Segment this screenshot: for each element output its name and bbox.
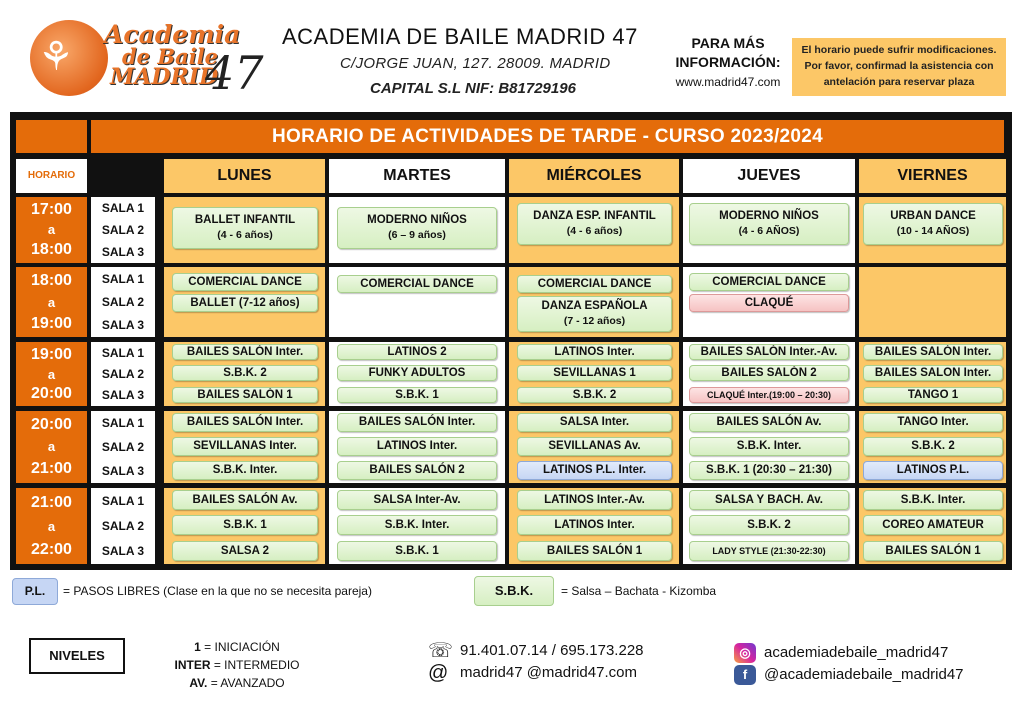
time-start: 17:00 (31, 200, 72, 218)
class-name: BALLET (7-12 años) (190, 296, 300, 309)
room-label: SALA 1 (101, 345, 145, 360)
time-start: 19:00 (31, 345, 72, 363)
dancers-icon: ⚘ (38, 34, 74, 80)
academy-logo (30, 16, 264, 100)
social-block (734, 642, 964, 686)
class-name: S.B.K. 1 (20:30 – 21:30) (706, 464, 832, 476)
class-pill-martes (337, 207, 497, 249)
class-name: S.B.K. Inter. (736, 440, 802, 452)
instagram-handle[interactable]: academiadebaile_madrid47 (764, 644, 949, 661)
level-item: INTER = INTERMEDIO (174, 658, 300, 672)
room-labels (91, 197, 155, 263)
class-name: S.B.K. 2 (572, 388, 617, 401)
room-labels (91, 488, 155, 564)
class-pill-miercoles (517, 413, 672, 432)
schedule-banner: HORARIO DE ACTIVIDADES DE TARDE - CURSO 2023/2024 (91, 120, 1004, 153)
logo-line-1: Academia (104, 20, 241, 49)
time-slot-row (16, 197, 1006, 263)
class-pill-miercoles (517, 461, 672, 480)
class-name: LATINOS Inter. (376, 440, 458, 452)
class-name: DANZA ESP. INFANTIL (533, 210, 656, 222)
time-slot-row (16, 488, 1006, 564)
class-pill-jueves (689, 344, 849, 360)
room-label: SALA 3 (101, 544, 145, 559)
time-end: 18:00 (31, 241, 72, 259)
level-item: AV. = AVANZADO (189, 676, 285, 690)
class-pill-jueves (689, 437, 849, 456)
phone-icon: ☏ (428, 640, 454, 663)
class-pill-martes (337, 387, 497, 403)
time-sep: a (47, 366, 56, 382)
class-name: SALSA Y BACH. Av. (715, 493, 823, 506)
class-name: SEVILLANAS Inter. (193, 440, 297, 452)
facebook-icon: f (734, 665, 756, 685)
time-range (16, 411, 87, 483)
class-pill-jueves (689, 294, 849, 312)
class-name: SALSA 2 (220, 544, 270, 557)
class-name: S.B.K. Inter. (384, 518, 450, 531)
class-name: S.B.K. 1 (223, 518, 267, 531)
class-pill-miercoles (517, 203, 672, 245)
class-name: COMERCIAL DANCE (537, 277, 652, 290)
time-range (16, 488, 87, 564)
time-sep: a (47, 518, 56, 534)
time-start: 18:00 (31, 271, 72, 289)
class-pill-lunes (172, 344, 318, 360)
class-age-range: (6 – 9 años) (388, 229, 446, 241)
phone-number[interactable]: 91.401.07.14 / 695.173.228 (460, 642, 644, 659)
class-pill-lunes (172, 515, 318, 535)
day-header-lunes: LUNES (164, 159, 325, 193)
info-block (668, 34, 788, 89)
class-pill-martes (337, 541, 497, 561)
contact-block (428, 640, 644, 684)
class-pill-lunes (172, 461, 318, 480)
company-info: CAPITAL S.L NIF: B81729196 (370, 80, 576, 97)
time-end: 20:00 (31, 384, 72, 402)
class-name: S.B.K. 1 (395, 544, 439, 557)
horario-header: HORARIO (16, 159, 87, 193)
day-header-miercoles: MIÉRCOLES (509, 159, 679, 193)
time-sep: a (47, 222, 56, 238)
class-name: DANZA ESPAÑOLA (541, 300, 648, 312)
class-pill-miercoles (517, 344, 672, 360)
logo-line-3: MADRID (110, 64, 219, 90)
time-slot-row (16, 411, 1006, 483)
class-pill-martes (337, 275, 497, 293)
time-range (16, 197, 87, 263)
levels-list (152, 638, 322, 692)
time-range (16, 342, 87, 406)
class-name: BAILES SALÓN 1 (885, 544, 981, 557)
pl-legend-badge: P.L. (12, 578, 58, 605)
class-name: FUNKY ADULTOS (368, 366, 466, 379)
class-name: LATINOS Inter. (554, 518, 635, 531)
day-header-jueves: JUEVES (683, 159, 855, 193)
class-pill-martes (337, 490, 497, 510)
room-label: SALA 3 (101, 388, 145, 403)
class-name: BAILES SALÓN 1 (197, 388, 293, 401)
class-pill-lunes (172, 207, 318, 249)
facebook-handle[interactable]: @academiadebaile_madrid47 (764, 666, 964, 683)
day-header-viernes: VIERNES (859, 159, 1006, 193)
class-name: BAILES SALÓN 2 (721, 366, 817, 379)
class-name: BAILES SALÓN 1 (546, 544, 643, 557)
email-address[interactable]: madrid47 @madrid47.com (460, 664, 637, 682)
class-pill-jueves (689, 490, 849, 510)
class-name: S.B.K. Inter. (900, 493, 966, 506)
class-name: BAILES SALÓN Inter. (186, 345, 304, 358)
class-pill-martes (337, 461, 497, 480)
class-name: LATINOS P.L. (896, 464, 970, 476)
class-pill-martes (337, 413, 497, 432)
instagram-icon: ◎ (734, 643, 756, 663)
class-age-range: (4 - 6 AÑOS) (738, 225, 800, 237)
class-pill-jueves (689, 273, 849, 291)
class-name: COMERCIAL DANCE (712, 275, 826, 288)
class-name: BAILES SALÓN Inter. (186, 416, 304, 428)
schedule-table (10, 112, 1012, 570)
class-name: MODERNO NIÑOS (367, 214, 467, 226)
class-pill-jueves (689, 515, 849, 535)
class-pill-miercoles (517, 365, 672, 381)
time-end: 21:00 (31, 460, 72, 478)
time-sep: a (47, 439, 56, 455)
class-pill-miercoles (517, 275, 672, 293)
class-pill-viernes (863, 490, 1003, 510)
levels-title: NIVELES (29, 638, 125, 674)
class-pill-jueves (689, 541, 849, 561)
class-name: TANGO Inter. (897, 416, 969, 428)
class-pill-viernes (863, 541, 1003, 561)
room-label: SALA 2 (101, 440, 145, 454)
class-pill-jueves (689, 461, 849, 480)
time-end: 22:00 (31, 540, 72, 558)
academy-title: ACADEMIA DE BAILE MADRID 47 (282, 24, 638, 49)
room-label: SALA 2 (101, 294, 145, 309)
time-start: 21:00 (31, 493, 72, 511)
class-name: SEVILLANAS 1 (553, 366, 636, 379)
class-pill-viernes (863, 344, 1003, 360)
class-age-range: (7 - 12 años) (563, 315, 626, 327)
room-labels (91, 267, 155, 337)
class-pill-lunes (172, 365, 318, 381)
room-label: SALA 2 (101, 518, 145, 533)
room-label: SALA 1 (101, 271, 145, 286)
class-pill-miercoles (517, 490, 672, 510)
class-name: LATINOS 2 (387, 345, 447, 358)
class-pill-martes (337, 365, 497, 381)
logo-line-2: de Baile (122, 44, 219, 69)
class-pill-viernes (863, 515, 1003, 535)
class-name: BAILES SALÓN Av. (716, 416, 822, 428)
class-pill-martes (337, 515, 497, 535)
class-name: SALSA Inter-Av. (373, 493, 461, 506)
level-item: 1 = INICIACIÓN (194, 640, 280, 654)
class-name: BAILES SALÓN Inter. (358, 416, 476, 428)
info-title: PARA MÁS INFORMACIÓN: (675, 35, 781, 70)
schedule-notice: El horario puede sufrir modificaciones. Por favor, confirmad la asistencia con antelación para reservar plaza (792, 38, 1006, 96)
at-icon: @ (428, 662, 449, 685)
time-sep: a (47, 294, 56, 310)
time-start: 20:00 (31, 415, 72, 433)
class-name: S.B.K. 2 (223, 366, 267, 379)
class-name: CLAQUÉ (744, 296, 794, 309)
class-pill-viernes (863, 203, 1003, 245)
class-pill-viernes (863, 437, 1003, 456)
room-label: SALA 1 (101, 201, 145, 215)
class-name: CLAQUÉ Inter.(19:00 – 20:30) (706, 389, 832, 400)
room-labels (91, 411, 155, 483)
class-name: SALSA Inter. (559, 416, 630, 428)
room-label: SALA 1 (101, 493, 145, 508)
class-name: COMERCIAL DANCE (360, 277, 474, 290)
class-pill-miercoles (517, 541, 672, 561)
room-label: SALA 3 (101, 464, 145, 478)
pl-legend-text: = PASOS LIBRES (Clase en la que no se necesita pareja) (63, 584, 372, 598)
class-pill-viernes (863, 461, 1003, 480)
corner-cell (16, 120, 87, 153)
class-pill-viernes (863, 413, 1003, 432)
class-pill-miercoles (517, 387, 672, 403)
class-pill-miercoles (517, 437, 672, 456)
class-pill-lunes (172, 294, 318, 312)
class-age-range: (4 - 6 años) (566, 225, 623, 237)
class-pill-jueves (689, 365, 849, 381)
class-pill-lunes (172, 273, 318, 291)
academy-address: C/JORGE JUAN, 127. 28009. MADRID (340, 55, 611, 72)
class-name: BAILES SALÓN Inter.-Av. (700, 345, 838, 358)
class-name: BAILES SALÓN Inter. (874, 345, 992, 358)
time-slot-row (16, 267, 1006, 337)
class-name: S.B.K. 2 (911, 440, 955, 452)
class-pill-viernes (863, 365, 1003, 381)
class-name: BALLET INFANTIL (194, 214, 296, 226)
class-pill-lunes (172, 387, 318, 403)
class-name: MODERNO NIÑOS (719, 210, 819, 222)
class-name: LATINOS P.L. Inter. (542, 464, 647, 476)
class-pill-miercoles (517, 296, 672, 332)
website-link[interactable]: www.madrid47.com (675, 75, 781, 89)
time-slot-row (16, 342, 1006, 406)
class-pill-jueves (689, 413, 849, 432)
day-cell-viernes (859, 267, 1006, 337)
sbk-legend-text: = Salsa – Bachata - Kizomba (561, 584, 717, 598)
class-pill-lunes (172, 413, 318, 432)
room-label: SALA 3 (101, 318, 145, 333)
class-name: LATINOS Inter. (554, 345, 635, 358)
sbk-legend-badge: S.B.K. (474, 576, 554, 606)
class-name: LATINOS Inter.-Av. (544, 493, 645, 506)
class-pill-lunes (172, 437, 318, 456)
class-pill-jueves (689, 387, 849, 403)
class-name: SEVILLANAS Av. (548, 440, 641, 452)
class-name: URBAN DANCE (890, 210, 976, 222)
class-pill-martes (337, 344, 497, 360)
class-name: S.B.K. 2 (747, 518, 791, 531)
class-pill-jueves (689, 203, 849, 245)
class-name: S.B.K. 1 (395, 388, 439, 401)
time-end: 19:00 (31, 314, 72, 332)
class-name: BAILES SALON Inter. (874, 366, 992, 379)
class-age-range: (4 - 6 años) (217, 229, 273, 241)
class-name: COMERCIAL DANCE (188, 275, 302, 288)
class-name: COREO AMATEUR (882, 518, 984, 531)
room-label: SALA 2 (101, 223, 145, 237)
class-name: LADY STYLE (21:30-22:30) (712, 545, 826, 556)
logo-number: 47 (205, 46, 264, 100)
class-name: BAILES SALÓN 2 (369, 464, 465, 476)
room-label: SALA 2 (101, 366, 145, 381)
room-label: SALA 3 (101, 245, 145, 259)
class-name: BAILES SALÓN Av. (192, 493, 298, 506)
class-pill-viernes (863, 387, 1003, 403)
class-pill-miercoles (517, 515, 672, 535)
class-pill-lunes (172, 490, 318, 510)
time-range (16, 267, 87, 337)
day-header-martes: MARTES (329, 159, 505, 193)
class-name: S.B.K. Inter. (212, 464, 278, 476)
room-labels (91, 342, 155, 406)
class-pill-martes (337, 437, 497, 456)
class-pill-lunes (172, 541, 318, 561)
room-label: SALA 1 (101, 416, 145, 430)
class-name: TANGO 1 (907, 388, 959, 401)
class-age-range: (10 - 14 AÑOS) (896, 225, 970, 237)
